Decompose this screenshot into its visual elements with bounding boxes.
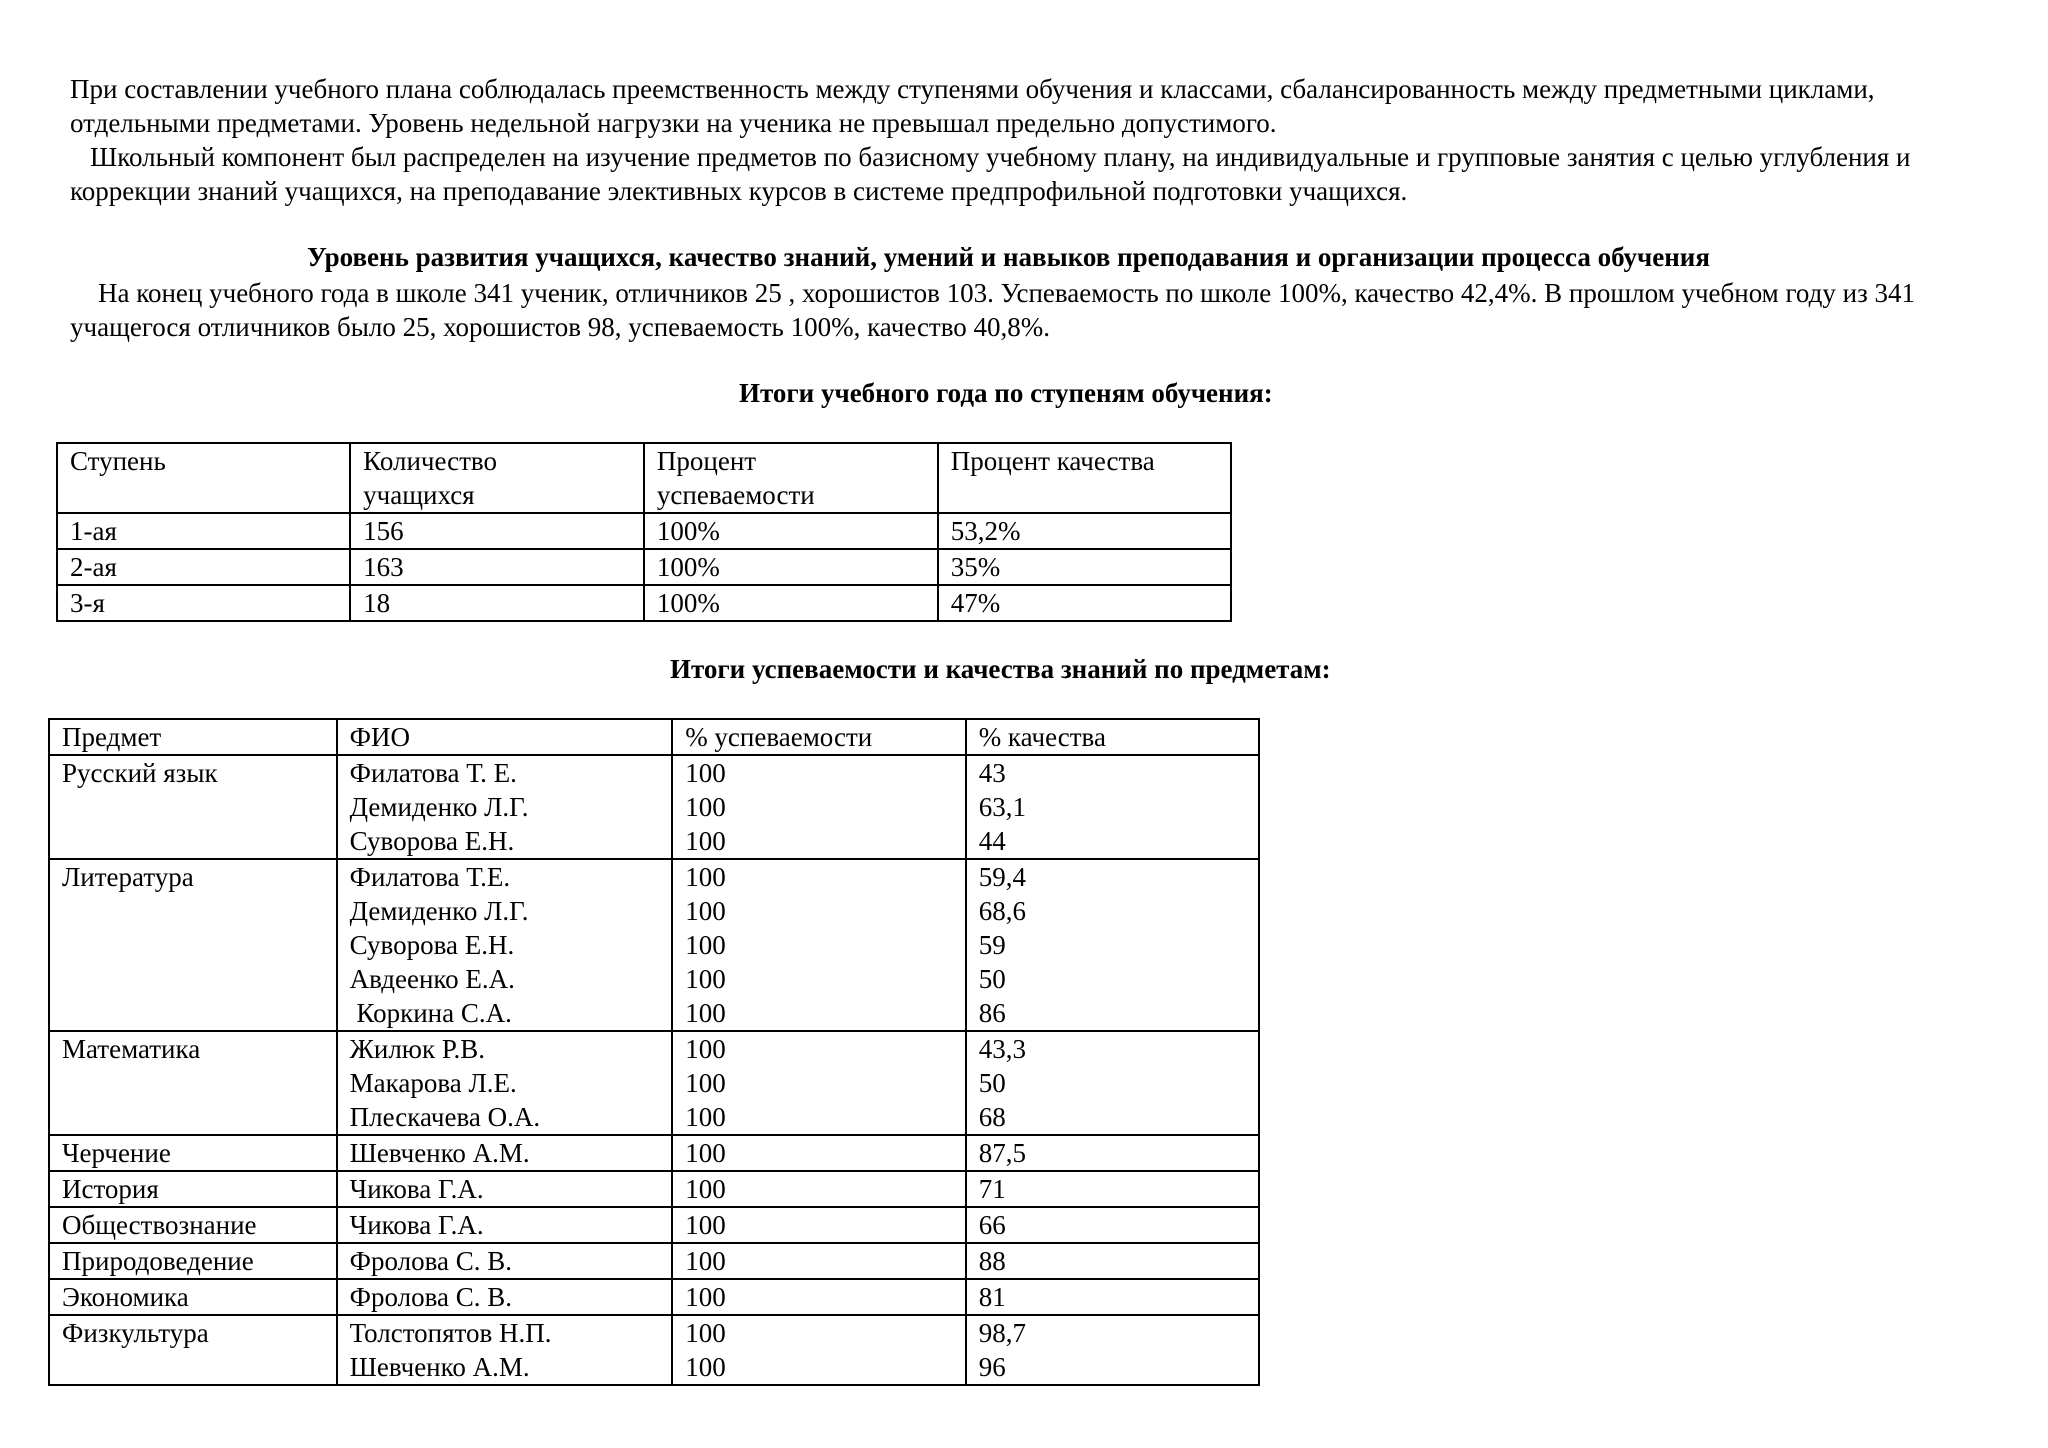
progress-value: 100	[685, 862, 726, 892]
teacher-cell	[337, 755, 673, 859]
teacher-name: Демиденко Л.Г.	[349, 896, 529, 926]
table-row	[57, 549, 1231, 585]
quality-value: 63,1	[978, 792, 1026, 822]
teacher-name: Шевченко А.М.	[349, 1138, 530, 1168]
header-cell: % качества	[966, 719, 1259, 755]
table-row	[49, 1207, 1259, 1243]
table-row	[49, 1279, 1259, 1315]
teacher-name: Чикова Г.А.	[349, 1174, 484, 1204]
quality-cell	[966, 1135, 1259, 1171]
progress-value: 100	[685, 1352, 726, 1382]
progress-cell	[672, 1279, 966, 1315]
quality-value: 59	[978, 930, 1006, 960]
teacher-name: Жилюк Р.В.	[349, 1034, 485, 1064]
stage-results-table	[56, 442, 1232, 622]
subject-cell: История	[49, 1171, 337, 1207]
progress-cell	[672, 859, 966, 1031]
subject-cell: Русский язык	[49, 755, 337, 859]
table-cell: 163	[350, 549, 644, 585]
teacher-name: Демиденко Л.Г.	[349, 792, 529, 822]
table-cell: 18	[350, 585, 644, 621]
table-cell: 2-ая	[57, 549, 350, 585]
table-cell: 156	[350, 513, 644, 549]
teacher-cell	[337, 1207, 673, 1243]
paragraph-year-results: На конец учебного года в школе 341 ученик, отличников 25 , хорошистов 103. Успеваемость по школе 100%, качество 42,4%. В прошлом учебном году из 341 учащегося отличников было 25, хорошистов 98, успеваемость 100%, качество 40,8%.	[70, 278, 1915, 342]
teacher-cell	[337, 1031, 673, 1135]
teacher-name: Филатова Т.Е.	[349, 862, 511, 892]
quality-value: 88	[978, 1246, 1006, 1276]
progress-cell	[672, 1135, 966, 1171]
progress-value: 100	[685, 1210, 726, 1240]
progress-value: 100	[685, 1102, 726, 1132]
progress-value: 100	[685, 930, 726, 960]
progress-value: 100	[685, 758, 726, 788]
teacher-name: Суворова Е.Н.	[349, 930, 515, 960]
table-row	[57, 585, 1231, 621]
header-cell: Процент качества	[938, 443, 1231, 513]
progress-value: 100	[685, 1174, 726, 1204]
subject-cell: Природоведение	[49, 1243, 337, 1279]
quality-value: 66	[978, 1210, 1006, 1240]
table-cell: 53,2%	[938, 513, 1231, 549]
quality-value: 81	[978, 1282, 1006, 1312]
progress-value: 100	[685, 792, 726, 822]
quality-value: 59,4	[978, 862, 1026, 892]
table-header-row	[49, 719, 1259, 755]
quality-value: 50	[978, 1068, 1006, 1098]
teacher-name: Фролова С. В.	[349, 1246, 513, 1276]
header-cell: ФИО	[337, 719, 673, 755]
table-row	[49, 1031, 1259, 1135]
teacher-cell	[337, 1279, 673, 1315]
quality-cell	[966, 1207, 1259, 1243]
subject-cell: Литература	[49, 859, 337, 1031]
progress-value: 100	[685, 1246, 726, 1276]
heading-development-level: Уровень развития учащихся, качество знаний, умений и навыков преподавания и организации процесса обучения	[307, 242, 1710, 272]
subject-cell: Физкультура	[49, 1315, 337, 1385]
quality-cell	[966, 1031, 1259, 1135]
progress-value: 100	[685, 998, 726, 1028]
progress-cell	[672, 1315, 966, 1385]
teacher-cell	[337, 1243, 673, 1279]
header-cell: % успеваемости	[672, 719, 966, 755]
quality-value: 68,6	[978, 896, 1026, 926]
table-row	[49, 1243, 1259, 1279]
table-cell: 47%	[938, 585, 1231, 621]
table-cell: 100%	[644, 513, 938, 549]
teacher-cell	[337, 1171, 673, 1207]
table-row	[57, 513, 1231, 549]
teacher-cell	[337, 1315, 673, 1385]
progress-cell	[672, 1243, 966, 1279]
subject-cell: Обществознание	[49, 1207, 337, 1243]
progress-cell	[672, 1207, 966, 1243]
header-cell: Предмет	[49, 719, 337, 755]
progress-value: 100	[685, 896, 726, 926]
progress-value: 100	[685, 1068, 726, 1098]
teacher-name: Авдеенко Е.А.	[349, 964, 515, 994]
quality-value: 43	[978, 758, 1006, 788]
teacher-name: Фролова С. В.	[349, 1282, 513, 1312]
quality-value: 96	[978, 1352, 1006, 1382]
teacher-name: Толстопятов Н.П.	[349, 1318, 552, 1348]
teacher-name: Шевченко А.М.	[349, 1352, 530, 1382]
teacher-name: Чикова Г.А.	[349, 1210, 484, 1240]
table-header-row	[57, 443, 1231, 513]
table-cell: 3-я	[57, 585, 350, 621]
teacher-name: Филатова Т. Е.	[349, 758, 517, 788]
progress-value: 100	[685, 1282, 726, 1312]
quality-cell	[966, 1315, 1259, 1385]
progress-value: 100	[685, 1138, 726, 1168]
progress-value: 100	[685, 826, 726, 856]
quality-value: 68	[978, 1102, 1006, 1132]
subject-results-table	[48, 718, 1260, 1386]
table-cell: 1-ая	[57, 513, 350, 549]
header-cell: Процент успеваемости	[644, 443, 938, 513]
quality-cell	[966, 1279, 1259, 1315]
heading-subject-results: Итоги успеваемости и качества знаний по предметам:	[670, 654, 1331, 684]
table-cell: 100%	[644, 549, 938, 585]
subject-cell: Математика	[49, 1031, 337, 1135]
quality-value: 87,5	[978, 1138, 1026, 1168]
quality-cell	[966, 1171, 1259, 1207]
teacher-name: Макарова Л.Е.	[349, 1068, 517, 1098]
quality-cell	[966, 755, 1259, 859]
progress-value: 100	[685, 964, 726, 994]
subject-cell: Черчение	[49, 1135, 337, 1171]
teacher-name: Коркина С.А.	[349, 998, 512, 1028]
quality-value: 50	[978, 964, 1006, 994]
progress-cell	[672, 1171, 966, 1207]
header-cell: Ступень	[57, 443, 350, 513]
subject-cell: Экономика	[49, 1279, 337, 1315]
quality-cell	[966, 859, 1259, 1031]
quality-value: 98,7	[978, 1318, 1026, 1348]
table-row	[49, 1315, 1259, 1385]
teacher-cell	[337, 1135, 673, 1171]
table-row	[49, 1135, 1259, 1171]
quality-cell	[966, 1243, 1259, 1279]
teacher-cell	[337, 859, 673, 1031]
progress-cell	[672, 1031, 966, 1135]
teacher-name: Суворова Е.Н.	[349, 826, 515, 856]
quality-value: 86	[978, 998, 1006, 1028]
quality-value: 71	[978, 1174, 1006, 1204]
progress-value: 100	[685, 1318, 726, 1348]
quality-value: 44	[978, 826, 1006, 856]
table-cell: 100%	[644, 585, 938, 621]
paragraph-school-component: Школьный компонент был распределен на изучение предметов по базисному учебному плану, на индивидуальные и групповые занятия с целью углубления и коррекции знаний учащихся, на преподавание элективных курсов в системе предпрофильной подготовки учащихся.	[70, 142, 1911, 206]
teacher-name: Плескачева О.А.	[349, 1102, 541, 1132]
progress-value: 100	[685, 1034, 726, 1064]
table-cell: 35%	[938, 549, 1231, 585]
table-row	[49, 755, 1259, 859]
heading-stage-results: Итоги учебного года по ступеням обучения:	[739, 378, 1273, 408]
paragraph-curriculum: При составлении учебного плана соблюдалась преемственность между ступенями обучения и классами, сбалансированность между предметными циклами, отдельными предметами. Уровень недельной нагрузки на ученика не превышал предельно допустимого.	[70, 74, 1875, 138]
progress-cell	[672, 755, 966, 859]
table-row	[49, 859, 1259, 1031]
header-cell: Количество учащихся	[350, 443, 644, 513]
table-row	[49, 1171, 1259, 1207]
quality-value: 43,3	[978, 1034, 1026, 1064]
